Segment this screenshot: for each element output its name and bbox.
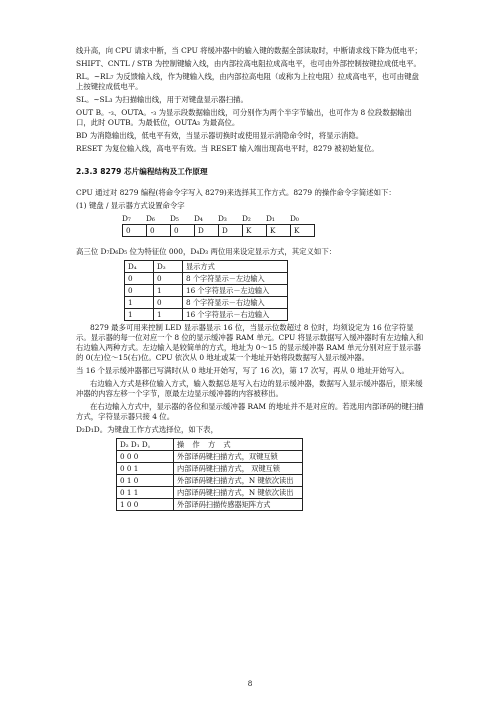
intro-paragraph: CPU 通过对 8279 编程(将命令字写入 8279)来选择其工作方式。8279 的操作命令字简述如下： xyxy=(76,188,396,198)
table-cell: 0 0 0 xyxy=(117,450,174,462)
table-cell: 0 xyxy=(125,285,154,297)
table-cell: 1 xyxy=(154,309,183,321)
section-title: 2.3.3 8279 芯片编程结构及工作原理 xyxy=(76,166,208,176)
table-row xyxy=(123,225,315,237)
table-cell: 8 个字符显示－左边输入 xyxy=(183,273,288,285)
table-cell: 0 1 0 xyxy=(117,474,174,486)
table-header: D₄ xyxy=(125,261,154,273)
table-row xyxy=(117,498,303,510)
table-cell: 0 xyxy=(154,273,183,285)
bit-header: D₆ xyxy=(146,214,155,224)
bit-cell: D xyxy=(219,225,243,237)
table-row xyxy=(125,273,288,285)
paragraph: OUT B。-₃、OUTA。-₃ 为显示段数据输出线，可分别作为两个半字节输出，也可作为 8 位段数据输出口，此时 OUTB。为最低位，OUTA₃ 为最高位。 xyxy=(76,107,412,127)
paragraph: 右边输入方式是移位输入方式，输入数据总是写入右边的显示缓冲器，数据写入显示缓冲器后，原来缓冲器的内容左移一个字节，原最左边显示缓冲器的内容被移出。 xyxy=(76,378,423,398)
bit-header-row xyxy=(76,214,426,224)
table-cell: 外部译码键扫描方式，双键互锁 xyxy=(174,450,303,462)
paragraph: SL。~SL₃ 为扫描输出线，用于对键盘显示器扫描。 xyxy=(76,94,248,104)
paragraph: RESET 为复位输入线，高电平有效。当 RESET 输入端出现高电平时，8279 被初始复位。 xyxy=(76,143,379,153)
bit-cell: 0 xyxy=(147,225,171,237)
paragraph: 8279 最多可用来控制 LED 显示器显示 16 位，当显示位数超过 8 位时，均须设定为 16 位字符显示。显示器的每一位对应一个 8 位的显示缓冲器 RAM 单元。CPU 将显示数据写入缓冲器时有左边输入和右边输入两种方式。左边输入是较简单的方式，地址为 0～15 的显示缓冲器 RAM 单元分别对应于显示器的 0(左)位～15(右)位。CPU 依次从 0 地址或某一个地址开始将段数据写入显示缓冲器。 xyxy=(76,323,424,362)
paragraph: SHIFT、CNTL / STB 为控制键输入线，由内部拉高电阻拉成高电平，也可由外部控制按键拉成低电平。 xyxy=(76,58,421,68)
table-cell: 内部译码键扫描方式，N 键依次读出 xyxy=(174,486,303,498)
paragraph: RL。~RL₇ 为反馈输入线，作为键输入线，由内部拉高电阻（或称为上拉电阻）拉成高电平，也可由键盘上按键拉成低电平。 xyxy=(76,71,419,91)
table-header: D₂ D₁ D。 xyxy=(117,438,174,450)
table-row xyxy=(125,285,288,297)
top-paragraphs xyxy=(76,46,426,154)
table-cell: 0 1 1 xyxy=(117,486,174,498)
table-cell: 外部译码键扫描方式，N 键依次读出 xyxy=(174,474,303,486)
table-cell: 1 xyxy=(154,285,183,297)
bit-cell: K xyxy=(291,225,315,237)
command-bit-table xyxy=(122,224,315,237)
table-cell: 1 xyxy=(125,297,154,309)
bit-header: D₀ xyxy=(290,214,299,224)
table-header: D₃ xyxy=(154,261,183,273)
table-header: 操 作 方 式 xyxy=(174,438,303,450)
keyboard-mode-description: D₂D₁D。为键盘工作方式选择位，如下表， xyxy=(76,424,218,434)
page-number: 8 xyxy=(247,679,253,688)
bit-header: D₂ xyxy=(242,214,251,224)
table-header: 显示方式 xyxy=(183,261,288,273)
bit-cell: K xyxy=(243,225,267,237)
table-row xyxy=(117,450,303,462)
bit-cell: D xyxy=(195,225,219,237)
bit-header: D₃ xyxy=(218,214,227,224)
bit-cell: 0 xyxy=(123,225,147,237)
bit-header: D₅ xyxy=(170,214,179,224)
bit-header: D₄ xyxy=(194,214,203,224)
table-row xyxy=(117,462,303,474)
table-row xyxy=(125,297,288,309)
document-page xyxy=(76,46,426,511)
table-cell: 16 个字符显示－右边输入 xyxy=(183,309,288,321)
paragraph: 在右边输入方式中，显示器的各位和显示缓冲器 RAM 的地址并不是对应的。若选用内部译码的键扫描方式，字符显示器只接 4 位。 xyxy=(76,401,424,421)
table-row xyxy=(117,474,303,486)
display-mode-table xyxy=(124,260,288,321)
table-cell: 内部译码键扫描方式， 双键互锁 xyxy=(174,462,303,474)
table-cell: 1 xyxy=(125,309,154,321)
list-item-1: (1) 键盘 / 显示器方式设置命令字 xyxy=(76,201,185,211)
table-row xyxy=(125,309,288,321)
table-cell: 1 0 0 xyxy=(117,498,174,510)
table-cell: 0 xyxy=(154,297,183,309)
table-cell: 0 xyxy=(125,273,154,285)
table-header-row xyxy=(125,261,288,273)
table-cell: 外部译码扫描传感器矩阵方式 xyxy=(174,498,303,510)
table-cell: 8 个字符显示－右边输入 xyxy=(183,297,288,309)
table-row xyxy=(117,486,303,498)
bit-header: D₁ xyxy=(266,214,275,224)
table-cell: 0 0 1 xyxy=(117,462,174,474)
bit-cell: K xyxy=(267,225,291,237)
keyboard-mode-table xyxy=(116,438,303,511)
paragraph: 当 16 个显示缓冲器都已写满时(从 0 地址开始写，写了 16 次)，第 17 次写，再从 0 地址开始写入。 xyxy=(76,365,409,375)
middle-paragraphs xyxy=(76,323,426,422)
table-cell: 16 个字符显示－左边输入 xyxy=(183,285,288,297)
bit-cell: 0 xyxy=(171,225,195,237)
table-header-row xyxy=(117,438,303,450)
paragraph: BD 为消隐输出线，低电平有效，当显示器切换时或使用显示消隐命令时，将显示消隐。 xyxy=(76,130,364,140)
display-mode-description: 高三位 D₇D₆D₅ 位为特征位 000，D₄D₃ 两位用来设定显示方式，其定义如下： xyxy=(76,247,337,257)
paragraph: 线升高，向 CPU 请求中断，当 CPU 将缓冲器中的输入键的数据全部读取时，中断请求线下降为低电平； xyxy=(76,46,422,55)
bit-header: D₇ xyxy=(122,214,131,224)
